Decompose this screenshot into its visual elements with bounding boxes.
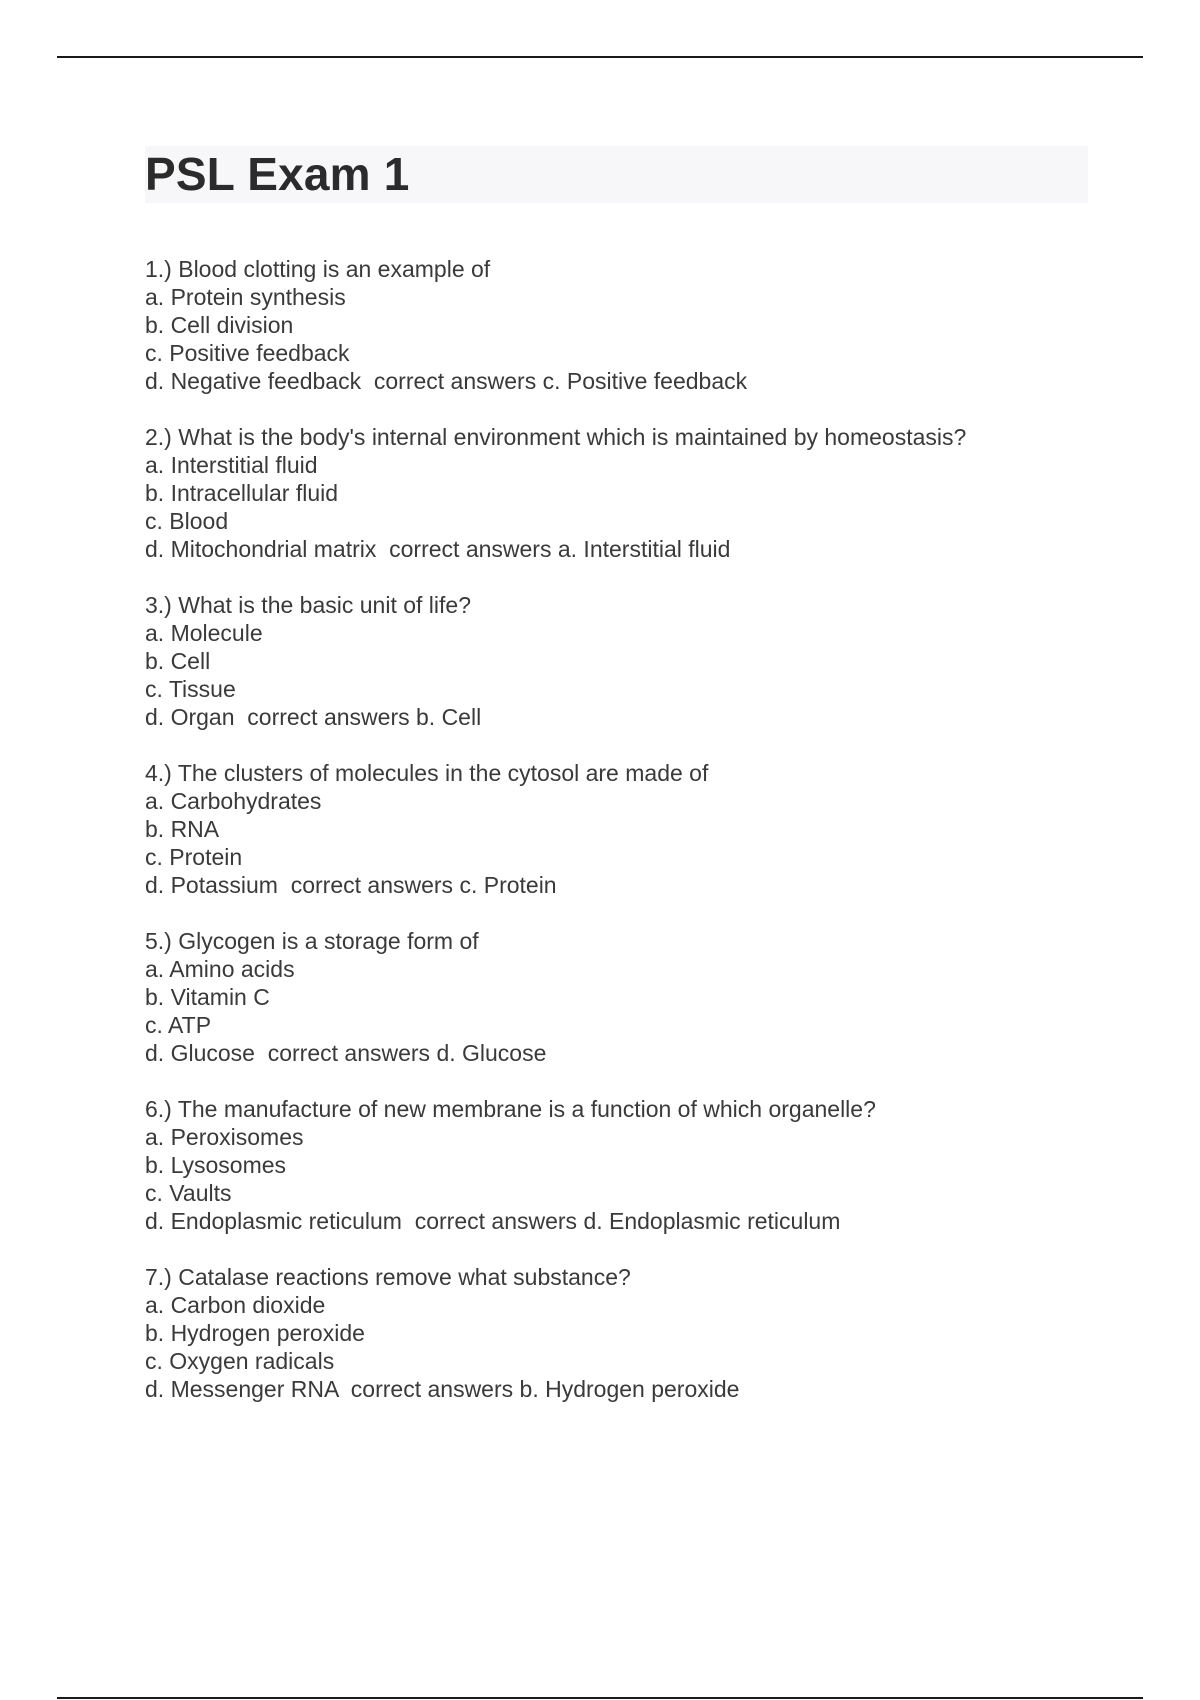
answer-option: b. Lysosomes xyxy=(145,1152,287,1178)
answer-option: b. RNA xyxy=(145,816,220,842)
question-prompt: 7.) Catalase reactions remove what substance? xyxy=(145,1264,631,1290)
question-2 xyxy=(145,423,1105,591)
answer-option: a. Carbohydrates xyxy=(145,788,322,814)
answer-option: a. Interstitial fluid xyxy=(145,452,318,478)
answer-option: b. Hydrogen peroxide xyxy=(145,1320,365,1346)
answer-option-with-correct-answer: d. Negative feedback correct answers c. Positive feedback xyxy=(145,368,748,394)
answer-option: c. Protein xyxy=(145,844,243,870)
question-prompt: 3.) What is the basic unit of life? xyxy=(145,592,471,618)
question-list xyxy=(145,255,1105,1431)
answer-option-with-correct-answer: d. Messenger RNA correct answers b. Hydrogen peroxide xyxy=(145,1376,740,1402)
question-prompt: 5.) Glycogen is a storage form of xyxy=(145,928,479,954)
answer-option: c. Blood xyxy=(145,508,229,534)
question-4 xyxy=(145,759,1105,927)
answer-option: c. Vaults xyxy=(145,1180,232,1206)
answer-option-with-correct-answer: d. Organ correct answers b. Cell xyxy=(145,704,482,730)
question-5 xyxy=(145,927,1105,1095)
question-3 xyxy=(145,591,1105,759)
answer-option: a. Protein synthesis xyxy=(145,284,346,310)
question-prompt: 4.) The clusters of molecules in the cytosol are made of xyxy=(145,760,709,786)
answer-option: b. Intracellular fluid xyxy=(145,480,339,506)
answer-option: a. Carbon dioxide xyxy=(145,1292,326,1318)
title-banner xyxy=(145,146,1088,203)
answer-option-with-correct-answer: d. Mitochondrial matrix correct answers a. Interstitial fluid xyxy=(145,536,731,562)
answer-option: a. Molecule xyxy=(145,620,263,646)
question-6 xyxy=(145,1095,1105,1263)
question-prompt: 6.) The manufacture of new membrane is a function of which organelle? xyxy=(145,1096,876,1122)
question-prompt: 1.) Blood clotting is an example of xyxy=(145,256,491,282)
answer-option: b. Cell division xyxy=(145,312,294,338)
answer-option: a. Peroxisomes xyxy=(145,1124,304,1150)
question-1 xyxy=(145,255,1105,423)
answer-option: b. Cell xyxy=(145,648,211,674)
answer-option-with-correct-answer: d. Glucose correct answers d. Glucose xyxy=(145,1040,547,1066)
top-divider xyxy=(57,56,1143,58)
bottom-divider xyxy=(57,1697,1143,1699)
answer-option: a. Amino acids xyxy=(145,956,295,982)
answer-option: c. Positive feedback xyxy=(145,340,350,366)
answer-option-with-correct-answer: d. Potassium correct answers c. Protein xyxy=(145,872,557,898)
answer-option: c. Oxygen radicals xyxy=(145,1348,335,1374)
page-title: PSL Exam 1 xyxy=(145,148,410,200)
answer-option: b. Vitamin C xyxy=(145,984,270,1010)
answer-option: c. Tissue xyxy=(145,676,236,702)
answer-option: c. ATP xyxy=(145,1012,212,1038)
question-prompt: 2.) What is the body's internal environment which is maintained by homeostasis? xyxy=(145,424,967,450)
answer-option-with-correct-answer: d. Endoplasmic reticulum correct answers d. Endoplasmic reticulum xyxy=(145,1208,841,1234)
question-7 xyxy=(145,1263,1105,1431)
